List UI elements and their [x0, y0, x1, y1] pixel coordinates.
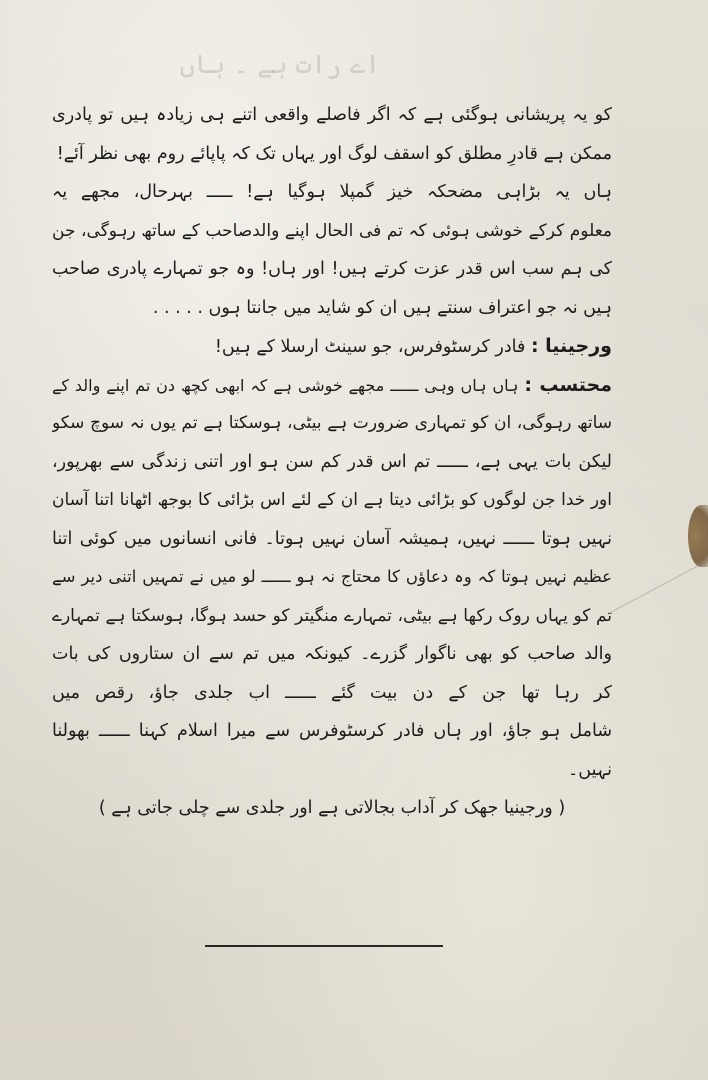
text-line-9: ساتھ رہوگی، ان کو تمہاری ضرورت ہے بیٹی، ہوسکتا ہے تم یوں نہ سوچ سکو — [52, 413, 612, 433]
text-line-12: نہیں ہوتا ــــــ نہیں، ہمیشہ آسان نہیں ہوتا۔ فانی انسانوں میں کوئی اتنا — [52, 528, 612, 549]
body-text — [52, 96, 612, 828]
speaker-name: ورجینیا : — [530, 335, 612, 357]
text-line-13: عظیم نہیں ہوتا کہ وہ دعاؤں کا محتاج نہ ہو ــــــ لو میں نے تمہیں اتنی دیر سے — [52, 567, 612, 586]
text-line-15: والد صاحب کو بھی ناگوار گزرے۔ کیونکہ میں تم سے ان ستاروں کی بات — [52, 644, 612, 664]
page-stain — [688, 505, 708, 567]
text-line-10: لیکن بات یہی ہے، ــــــ تم اس قدر کم سن ہو اور اتنی زندگی سے بھرپور، — [52, 451, 612, 472]
speaker-name: محتسب : — [524, 373, 612, 396]
section-end-rule — [205, 945, 443, 947]
text-line-3: ہاں یہ بڑاہی مضحکہ خیز گمپلا ہوگیا ہے! ـــــ بہرحال، مجھے یہ — [52, 182, 612, 202]
text-line-6: ہیں نہ جو اعتراف سنتے ہیں ان کو شاید میں جانتا ہوں . . . . . — [152, 297, 612, 318]
text-line-1: کو یہ پریشانی ہوگئی ہے کہ اگر فاصلے واقعی اتنے ہی زیادہ ہیں تو پادری — [52, 105, 612, 125]
faded-heading: اے رات ہے ۔ ہاں — [179, 50, 381, 80]
text-line-17: شامل ہو جاؤ، اور ہاں فادر کرسٹوفرس سے میرا اسلام کہنا ــــــ بھولنا — [52, 721, 612, 741]
text-line-2: ممکن ہے قادرِ مطلق کو اسقف لوگ اور یہاں تک کہ پاپائے روم بھی نظر آئے! — [56, 143, 612, 164]
dialogue-line-inquisitor: محتسب : ہاں ہاں وہی ــــــ مجھے خوشی ہے کہ ابھی کچھ دن تم اپنے والد کے — [52, 373, 612, 396]
dialogue-line-virginia: ورجینیا : فادر کرسٹوفرس، جو سینٹ ارسلا کے ہیں! — [214, 335, 612, 357]
text-line-11: اور خدا جن لوگوں کو بڑائی دیتا ہے ان کے لئے اس بڑائی کا بوجھ اٹھانا اتنا آسان — [52, 490, 612, 510]
text-line-16: کر رہا تھا جن کے دن بیت گئے ــــــ اب جلدی جاؤ، رقص میں — [52, 682, 612, 703]
text-line-4: معلوم کرکے خوشی ہوئی کہ تم فی الحال اپنے والدصاحب کے ساتھ رہوگی، جن — [52, 220, 612, 241]
text-line-5: کی ہم سب اس قدر عزت کرتے ہیں! اور ہاں! وہ جو تمہارے پادری صاحب — [52, 259, 612, 279]
page-crease — [611, 560, 708, 666]
text-line-18: نہیں۔ — [568, 759, 612, 780]
stage-direction: ( ورجینیا جھک کر آداب بجالاتی ہے اور جلدی سے چلی جاتی ہے ) — [98, 798, 566, 818]
text-line-14: تم کو یہاں روک رکھا ہے بیٹی، تمہارے منگیتر کو حسد ہوگا، ہوسکتا ہے تمہارے — [52, 605, 612, 626]
